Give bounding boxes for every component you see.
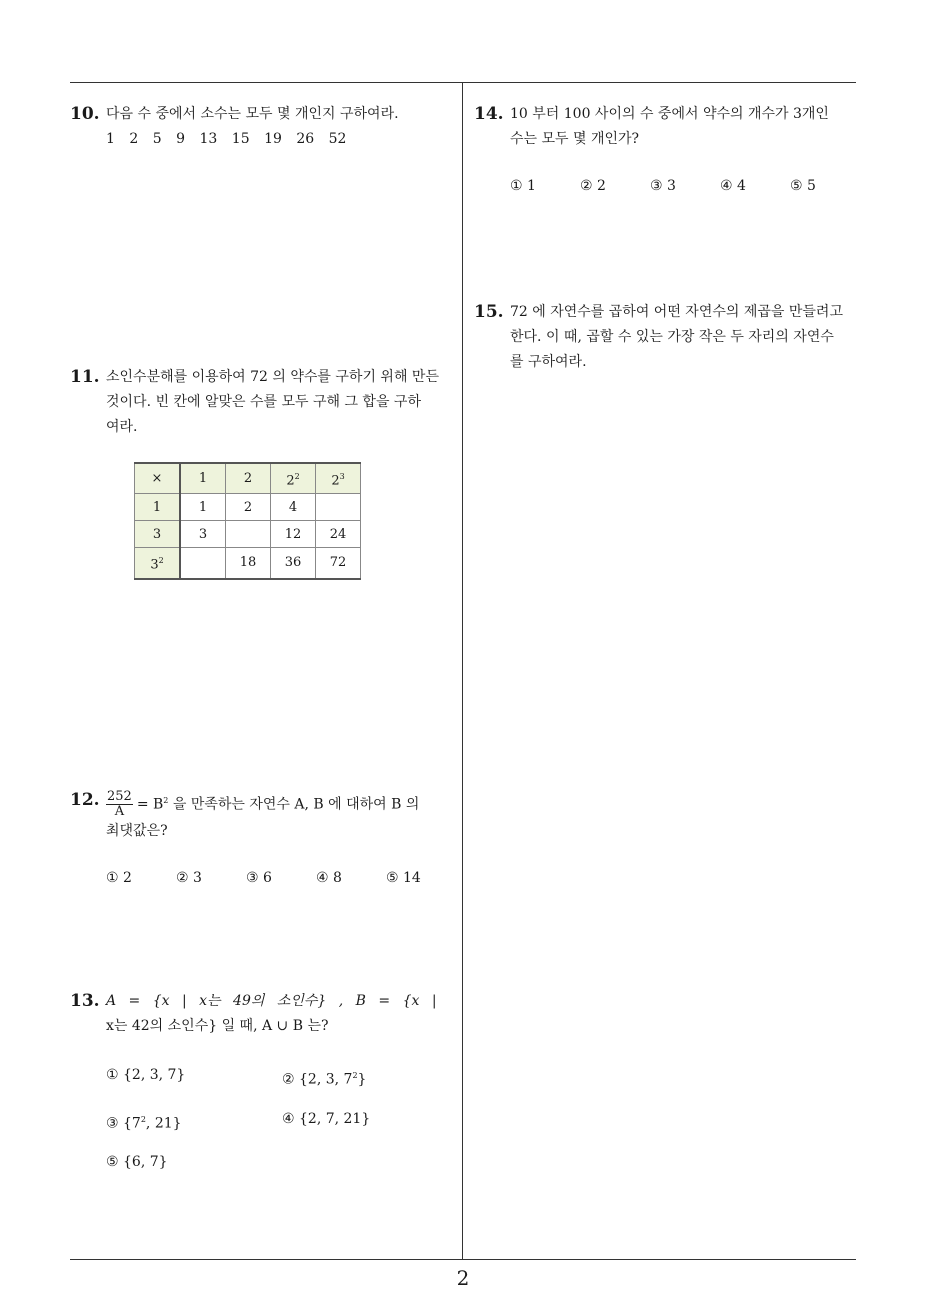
column-header <box>271 463 316 494</box>
table-cell: 36 <box>271 548 316 579</box>
answer-choices <box>510 174 860 199</box>
question-14 <box>474 102 860 199</box>
question-number: 10. <box>70 104 100 124</box>
choice-5[interactable]: ⑤ 5 <box>790 178 816 194</box>
question-12 <box>70 788 462 891</box>
header-base: 1 <box>198 471 208 487</box>
sequence-item: 5 <box>152 131 162 147</box>
row-base: 1 <box>152 499 162 515</box>
question-number: 11. <box>70 367 100 387</box>
column-header <box>316 463 361 494</box>
table-cell: 12 <box>271 521 316 548</box>
table-cell: 1 <box>180 494 226 521</box>
fraction-numerator: 252 <box>107 789 132 805</box>
row-base: 3 <box>152 526 162 542</box>
fraction-denominator: A <box>114 804 125 820</box>
number-sequence <box>106 127 460 152</box>
equation-exponent: 2 <box>163 796 169 805</box>
table-cell <box>226 521 271 548</box>
table-row <box>135 548 361 579</box>
table-header-row <box>135 463 361 494</box>
choice-4[interactable]: ④ 8 <box>316 870 342 887</box>
header-base: 2 <box>286 473 295 489</box>
equation: = B <box>136 796 164 813</box>
table-cell <box>180 548 226 579</box>
question-text-line: 소인수분해를 이용하여 72 의 약수를 구하기 위해 만든 <box>106 369 439 385</box>
row-header <box>135 548 181 579</box>
sequence-item: 15 <box>231 131 250 147</box>
choice-5[interactable]: ⑤ 14 <box>386 870 421 887</box>
choice-2[interactable]: ② 3 <box>176 870 202 887</box>
question-number: 15. <box>474 302 504 322</box>
table-row <box>135 521 361 548</box>
factor-table <box>134 462 361 580</box>
page-number: 2 <box>456 1266 470 1290</box>
question-text-line: 10 부터 100 사이의 수 중에서 약수의 개수가 3개인 <box>510 106 829 122</box>
column-divider <box>462 82 463 1259</box>
sequence-item: 13 <box>199 131 218 147</box>
question-15 <box>474 300 860 375</box>
question-text-line: 수는 모두 몇 개인가? <box>510 131 640 147</box>
sequence-item: 26 <box>296 131 315 147</box>
choice-exponent: 2 <box>140 1114 146 1124</box>
question-text-line: 최댓값은? <box>106 823 168 840</box>
question-text-line: A = {x | x는 49의 소인수} , B = {x | <box>106 993 437 1009</box>
sequence-item: 19 <box>264 131 282 147</box>
choice-5[interactable]: ⑤ {6, 7} <box>106 1154 168 1171</box>
question-text-line <box>106 788 462 819</box>
choice-text: ③ {7 <box>106 1115 141 1132</box>
header-base: 2 <box>243 471 253 487</box>
question-text: 다음 수 중에서 소수는 모두 몇 개인지 구하여라. <box>106 106 399 122</box>
sequence-item: 1 <box>106 131 115 147</box>
column-header <box>180 463 226 494</box>
choice-2[interactable] <box>282 1063 458 1093</box>
choice-1[interactable]: ① 1 <box>510 178 536 194</box>
table-cell: 72 <box>316 548 361 579</box>
table-cell: 2 <box>226 494 271 521</box>
question-13 <box>70 989 462 1175</box>
header-exponent: 2 <box>294 472 300 481</box>
answer-choices <box>106 1063 462 1175</box>
choice-text: } <box>357 1071 367 1088</box>
sequence-item: 9 <box>176 131 186 147</box>
table-corner: × <box>135 463 181 494</box>
question-text-line: 를 구하여라. <box>510 354 587 370</box>
table-cell: 4 <box>271 494 316 521</box>
row-header <box>135 521 181 548</box>
table-cell: 3 <box>180 521 226 548</box>
choice-1[interactable]: ① 2 <box>106 870 132 887</box>
question-11 <box>70 365 462 580</box>
row-exponent: 2 <box>158 556 164 566</box>
row-base: 3 <box>150 557 159 573</box>
sequence-item: 52 <box>328 131 347 147</box>
choice-4[interactable]: ④ 4 <box>720 178 746 194</box>
question-text: 을 만족하는 자연수 A, B 에 대하여 B 의 <box>172 796 420 813</box>
header-base: 2 <box>331 473 340 489</box>
fraction <box>106 790 133 819</box>
question-text-line: x는 42의 소인수} 일 때, A ∪ B 는? <box>106 1018 329 1034</box>
header-rule <box>70 82 856 83</box>
choice-2[interactable]: ② 2 <box>580 178 606 194</box>
sequence-item: 2 <box>129 131 139 147</box>
choice-text: ② {2, 3, 7 <box>282 1071 353 1088</box>
question-text-line: 한다. 이 때, 곱할 수 있는 가장 작은 두 자리의 자연수 <box>510 329 834 345</box>
table-row <box>135 494 361 521</box>
choice-4[interactable]: ④ {2, 7, 21} <box>282 1110 371 1127</box>
choice-3[interactable]: ③ 3 <box>650 178 676 194</box>
question-text-line: 72 에 자연수를 곱하여 어떤 자연수의 제곱을 만들려고 <box>510 304 843 320</box>
table-cell: 18 <box>226 548 271 579</box>
question-number: 13. <box>70 991 100 1011</box>
footer-rule <box>70 1259 856 1260</box>
table-cell: 24 <box>316 521 361 548</box>
choice-text: , 21} <box>145 1115 182 1132</box>
question-text-line: 것이다. 빈 칸에 알맞은 수를 모두 구해 그 합을 구하 <box>106 394 421 410</box>
column-header <box>226 463 271 494</box>
question-number: 12. <box>70 790 100 810</box>
choice-1[interactable]: ① {2, 3, 7} <box>106 1067 186 1083</box>
question-number: 14. <box>474 104 504 124</box>
choice-3[interactable] <box>106 1107 282 1137</box>
choice-3[interactable]: ③ 6 <box>246 870 272 887</box>
question-text-line: 여라. <box>106 419 138 435</box>
choice-exponent: 2 <box>352 1071 358 1080</box>
question-10 <box>70 102 460 152</box>
answer-choices <box>106 866 462 891</box>
header-exponent: 3 <box>339 472 345 481</box>
table-cell <box>316 494 361 521</box>
row-header <box>135 494 181 521</box>
